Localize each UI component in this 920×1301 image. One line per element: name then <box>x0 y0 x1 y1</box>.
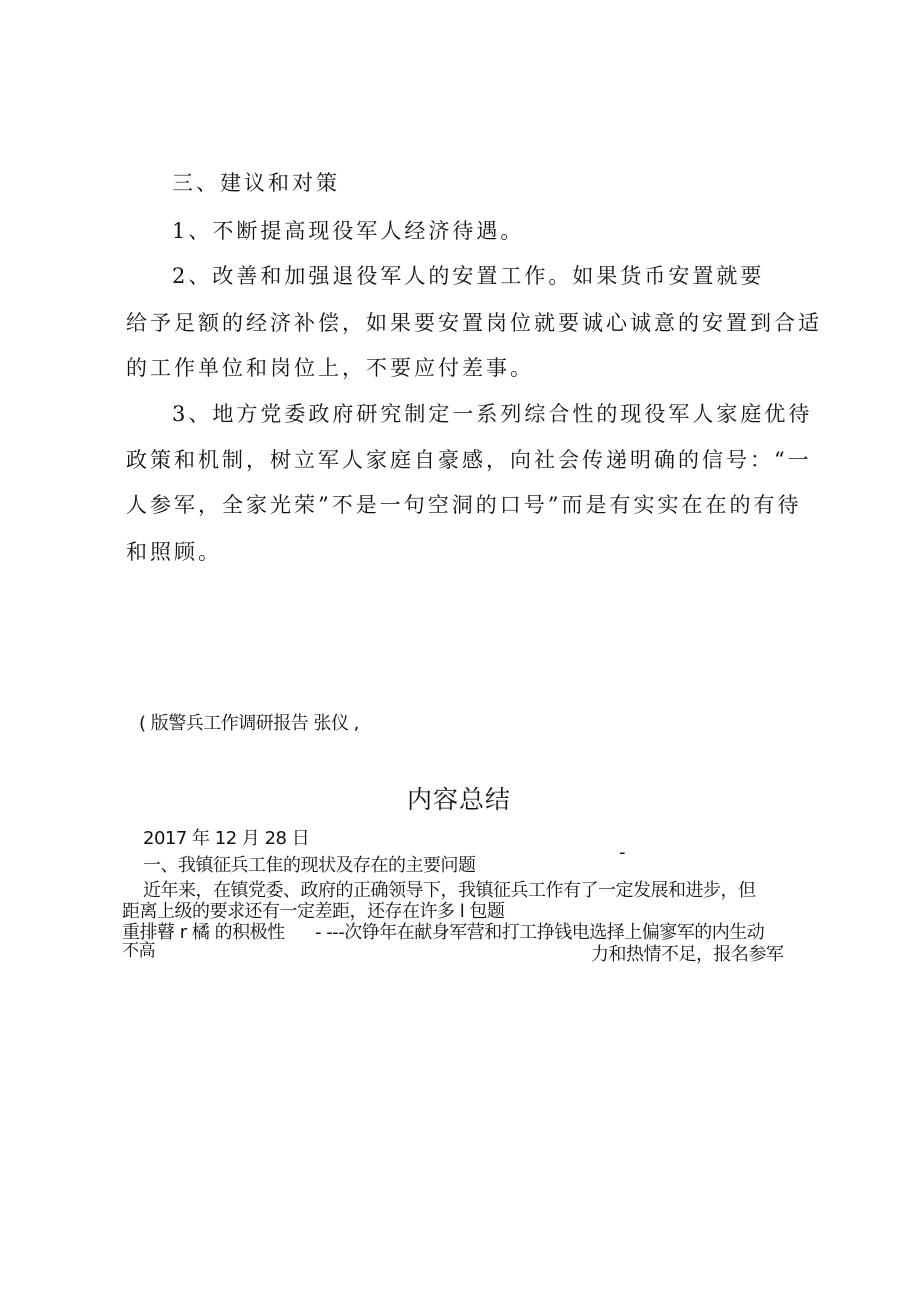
item-2-line-2: 给予足额的经济补偿，如果要安置岗位就要诚心诚意的安置到合适 <box>126 311 822 335</box>
item-1: 1、不断提高现役军人经济待遇。 <box>172 219 525 243</box>
section-heading: 三、建议和对策 <box>172 171 340 195</box>
paragraph-line-4-left: 不高 <box>122 941 155 961</box>
item-2-line-1: 2、改善和加强退役军人的安置工作。如果货币安置就要 <box>172 264 765 288</box>
dash-mark: - <box>619 842 625 863</box>
paragraph-line-4-right: 力和热情不足，报名参军 <box>591 944 784 965</box>
summary-date: 2017 年 12 月 28 日 <box>143 828 310 849</box>
item-3-line-4: 和照顾。 <box>126 540 222 564</box>
paragraph-line-3-right: - ---次铮年在献身军营和打工挣钱电选择上偏寥军的内生动 <box>315 922 765 943</box>
paragraph-line-2: 距离上级的要求还有一定差距，还存在许多 l 包题 <box>122 901 505 922</box>
paragraph-line-3-left: 重排瞽 r 橘 的积极性 <box>122 922 285 943</box>
item-3-line-2: 政策和机制，树立军人家庭自豪感，向社会传递明确的信号：“一 <box>126 448 812 472</box>
item-3-line-3: 人参军，全家光荣”不是一句空洞的口号”而是有实实在在的有待 <box>126 493 802 517</box>
summary-title: 内容总结 <box>407 785 512 814</box>
footer-note: ( 版警兵工作调研报告 张仪 , <box>139 713 359 734</box>
item-2-line-3: 的工作单位和岗位上，不要应付差事。 <box>126 356 534 380</box>
item-3-line-1: 3、地方党委政府研究制定一系列综合性的现役军人家庭优待 <box>172 402 813 426</box>
summary-subheading: 一、我镇征兵工隹的现状及存在的主要问题 <box>143 855 476 876</box>
paragraph-line-1: 近年来，在镇党委、政府的正确领导下，我镇征兵工作有了一定发展和进步，但 <box>143 880 756 901</box>
